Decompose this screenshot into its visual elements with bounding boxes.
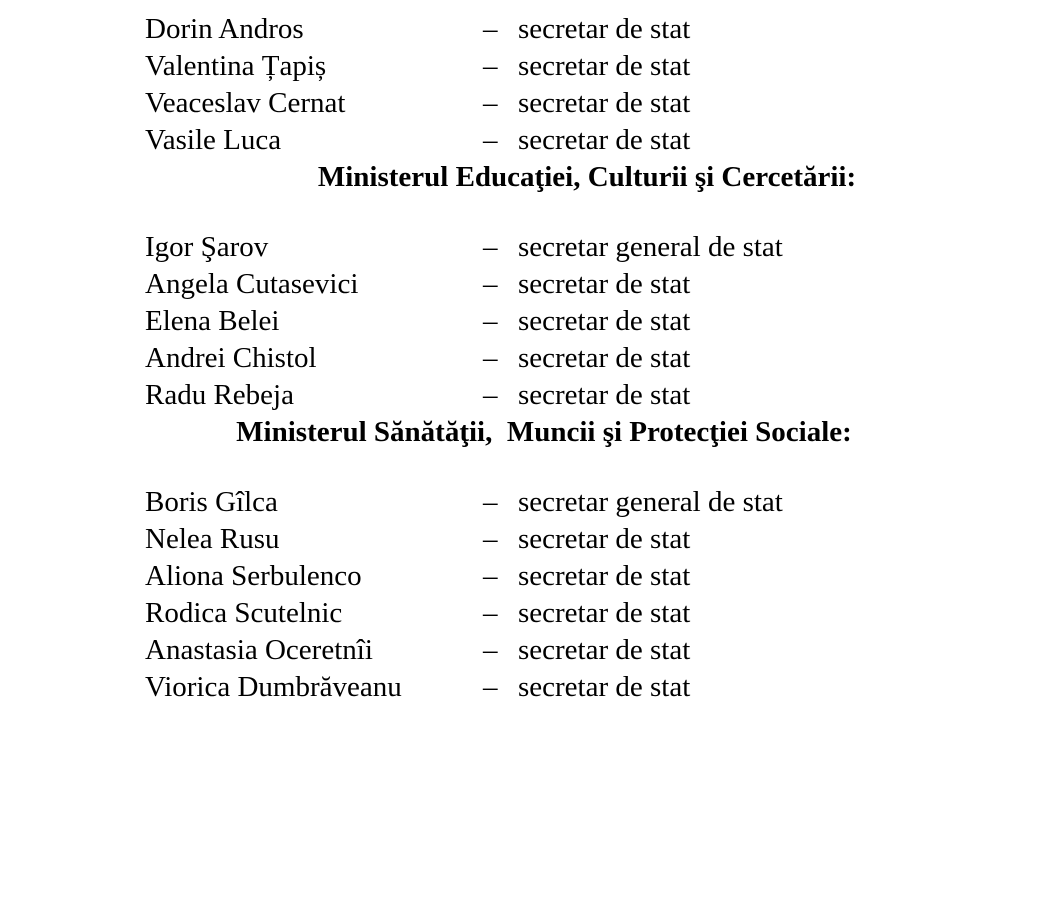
official-row xyxy=(0,11,1050,48)
official-name: Anastasia Oceretnîi xyxy=(145,634,373,666)
official-row xyxy=(0,558,1050,595)
official-row xyxy=(0,521,1050,558)
official-role: secretar de stat xyxy=(518,268,691,300)
official-row xyxy=(0,340,1050,377)
official-name: Dorin Andros xyxy=(145,13,304,45)
official-role: secretar de stat xyxy=(518,379,691,411)
official-row xyxy=(0,484,1050,521)
dash-separator: – xyxy=(483,50,498,82)
official-role: secretar de stat xyxy=(518,671,691,703)
official-name: Radu Rebeja xyxy=(145,379,294,411)
official-row xyxy=(0,669,1050,706)
dash-separator: – xyxy=(483,231,498,263)
official-role: secretar de stat xyxy=(518,124,691,156)
blank-line xyxy=(0,196,1050,229)
official-name: Nelea Rusu xyxy=(145,523,280,555)
dash-separator: – xyxy=(483,305,498,337)
official-role: secretar de stat xyxy=(518,560,691,592)
official-name: Elena Belei xyxy=(145,305,280,337)
official-name: Igor Şarov xyxy=(145,231,269,263)
official-role: secretar de stat xyxy=(518,523,691,555)
official-role: secretar de stat xyxy=(518,50,691,82)
dash-separator: – xyxy=(483,486,498,518)
official-row xyxy=(0,632,1050,669)
section-heading-health-ministry: Ministerul Sănătăţii, Muncii şi Protecţiei Sociale: xyxy=(236,416,852,448)
official-name: Boris Gîlca xyxy=(145,486,278,518)
official-row xyxy=(0,595,1050,632)
official-role: secretar de stat xyxy=(518,597,691,629)
official-row xyxy=(0,303,1050,340)
dash-separator: – xyxy=(483,560,498,592)
official-name: Angela Cutasevici xyxy=(145,268,359,300)
dash-separator: – xyxy=(483,87,498,119)
official-role: secretar de stat xyxy=(518,87,691,119)
official-name: Vasile Luca xyxy=(145,124,282,156)
dash-separator: – xyxy=(483,597,498,629)
official-name: Viorica Dumbrăveanu xyxy=(145,671,402,703)
official-row xyxy=(0,229,1050,266)
dash-separator: – xyxy=(483,268,498,300)
official-role: secretar de stat xyxy=(518,634,691,666)
official-row xyxy=(0,85,1050,122)
official-name: Veaceslav Cernat xyxy=(145,87,346,119)
blank-line xyxy=(0,451,1050,484)
official-role: secretar general de stat xyxy=(518,231,783,263)
official-row xyxy=(0,377,1050,414)
official-role: secretar de stat xyxy=(518,13,691,45)
official-role: secretar de stat xyxy=(518,305,691,337)
official-role: secretar general de stat xyxy=(518,486,783,518)
official-row xyxy=(0,122,1050,159)
official-name: Rodica Scutelnic xyxy=(145,597,343,629)
dash-separator: – xyxy=(483,523,498,555)
dash-separator: – xyxy=(483,634,498,666)
dash-separator: – xyxy=(483,379,498,411)
official-role: secretar de stat xyxy=(518,342,691,374)
dash-separator: – xyxy=(483,342,498,374)
official-name: Andrei Chistol xyxy=(145,342,317,374)
dash-separator: – xyxy=(483,124,498,156)
section-heading-education-ministry: Ministerul Educaţiei, Culturii şi Cercetării: xyxy=(317,161,857,193)
official-row xyxy=(0,48,1050,85)
dash-separator: – xyxy=(483,13,498,45)
official-name: Valentina Țapiș xyxy=(145,50,327,82)
official-name: Aliona Serbulenco xyxy=(145,560,362,592)
official-row xyxy=(0,266,1050,303)
dash-separator: – xyxy=(483,671,498,703)
